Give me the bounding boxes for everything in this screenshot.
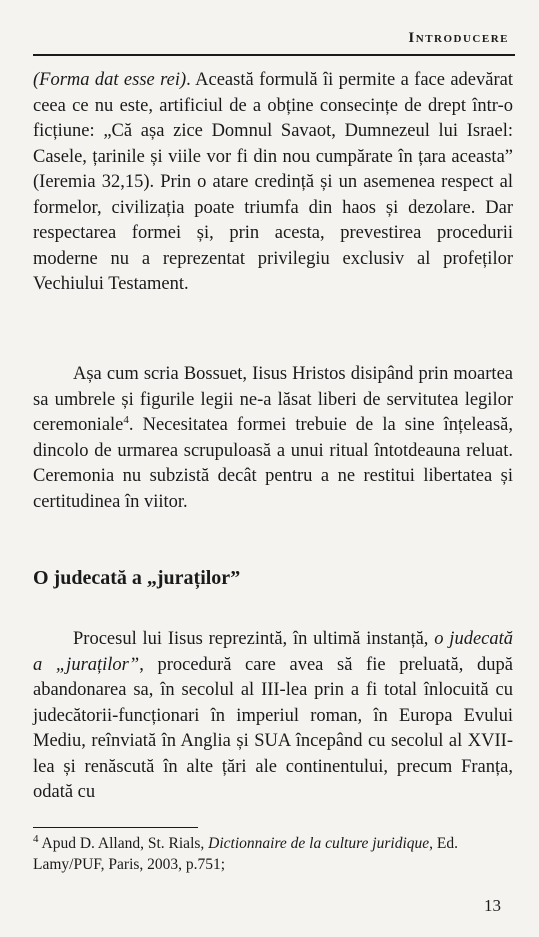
paragraph-3-rest: , procedură care avea să fie preluată, după abandonarea sa, în secolul al III-lea prin a fi total înlocuită cu judecătorii-funcționari în imperiul roman, în Europa Evului Mediu, reînviată în Anglia și SUA începând cu secolul al XVII-lea și renăscută în alte țări ale continentului, precum Franța, odată cu — [33, 654, 513, 802]
footnote-author: Apud D. Alland, St. Rials, — [38, 835, 209, 852]
paragraph-2-body-start: Așa cum scria Bossuet, Iisus Hristos disipând prin moartea sa umbrele și figurile legii ne-a lăsat liberi de servitutea legilor ceremoniale — [33, 364, 513, 435]
paragraph-2 — [33, 362, 513, 515]
footnote-title: Dictionnaire de la culture juridique — [208, 835, 430, 852]
paragraph-1-body: . Această formulă îi permite a face adevărat ceea ce nu este, artificiul de a obține consecințe de drept într-o ficțiune: „Că așa zice Domnul Savaot, Dumnezeul lui Israel: Casele, țarinile și viile vor fi din nou cumpărate în țara aceasta” (Ieremia 32,15). Prin o atare credință și un asemenea respect al formelor, civilizația poate triumfa din haos și dezolare. Dar respectarea formei și, prin acesta, prevestirea procedurii moderne nu a reprezentat privilegiu exclusiv al profeților Vechiului Testament. — [33, 70, 513, 294]
footnote — [33, 833, 511, 875]
page-number: 13 — [484, 896, 501, 915]
footnote-number: 4 — [33, 832, 39, 845]
paragraph-1-italic-start: (Forma dat esse rei) — [33, 70, 187, 90]
header-rule — [33, 54, 515, 56]
paragraph-1 — [33, 68, 513, 298]
paragraph-3-start: Procesul lui Iisus reprezintă, în ultimă instanță, — [73, 629, 435, 649]
paragraph-2-body-end: . Necesitatea formei trebuie de la sine înțeleasă, dincolo de urmarea scrupuloasă a unui ritual întotdeauna reluat. Ceremonia nu subzistă decât pentru a ne restitui libertatea și certitudinea în viitor. — [33, 415, 513, 512]
paragraph-3-italic: o judecată a „juraților” — [33, 629, 514, 675]
paragraph-3 — [33, 627, 513, 806]
footnote-rule — [33, 827, 198, 828]
footnote-rest: , Ed. Lamy/PUF, Paris, 2003, p.751; — [33, 835, 458, 873]
section-heading: O judecată a „juraților” — [33, 567, 241, 589]
running-header: Introducere — [408, 30, 509, 46]
footnote-reference: 4 — [123, 413, 129, 426]
